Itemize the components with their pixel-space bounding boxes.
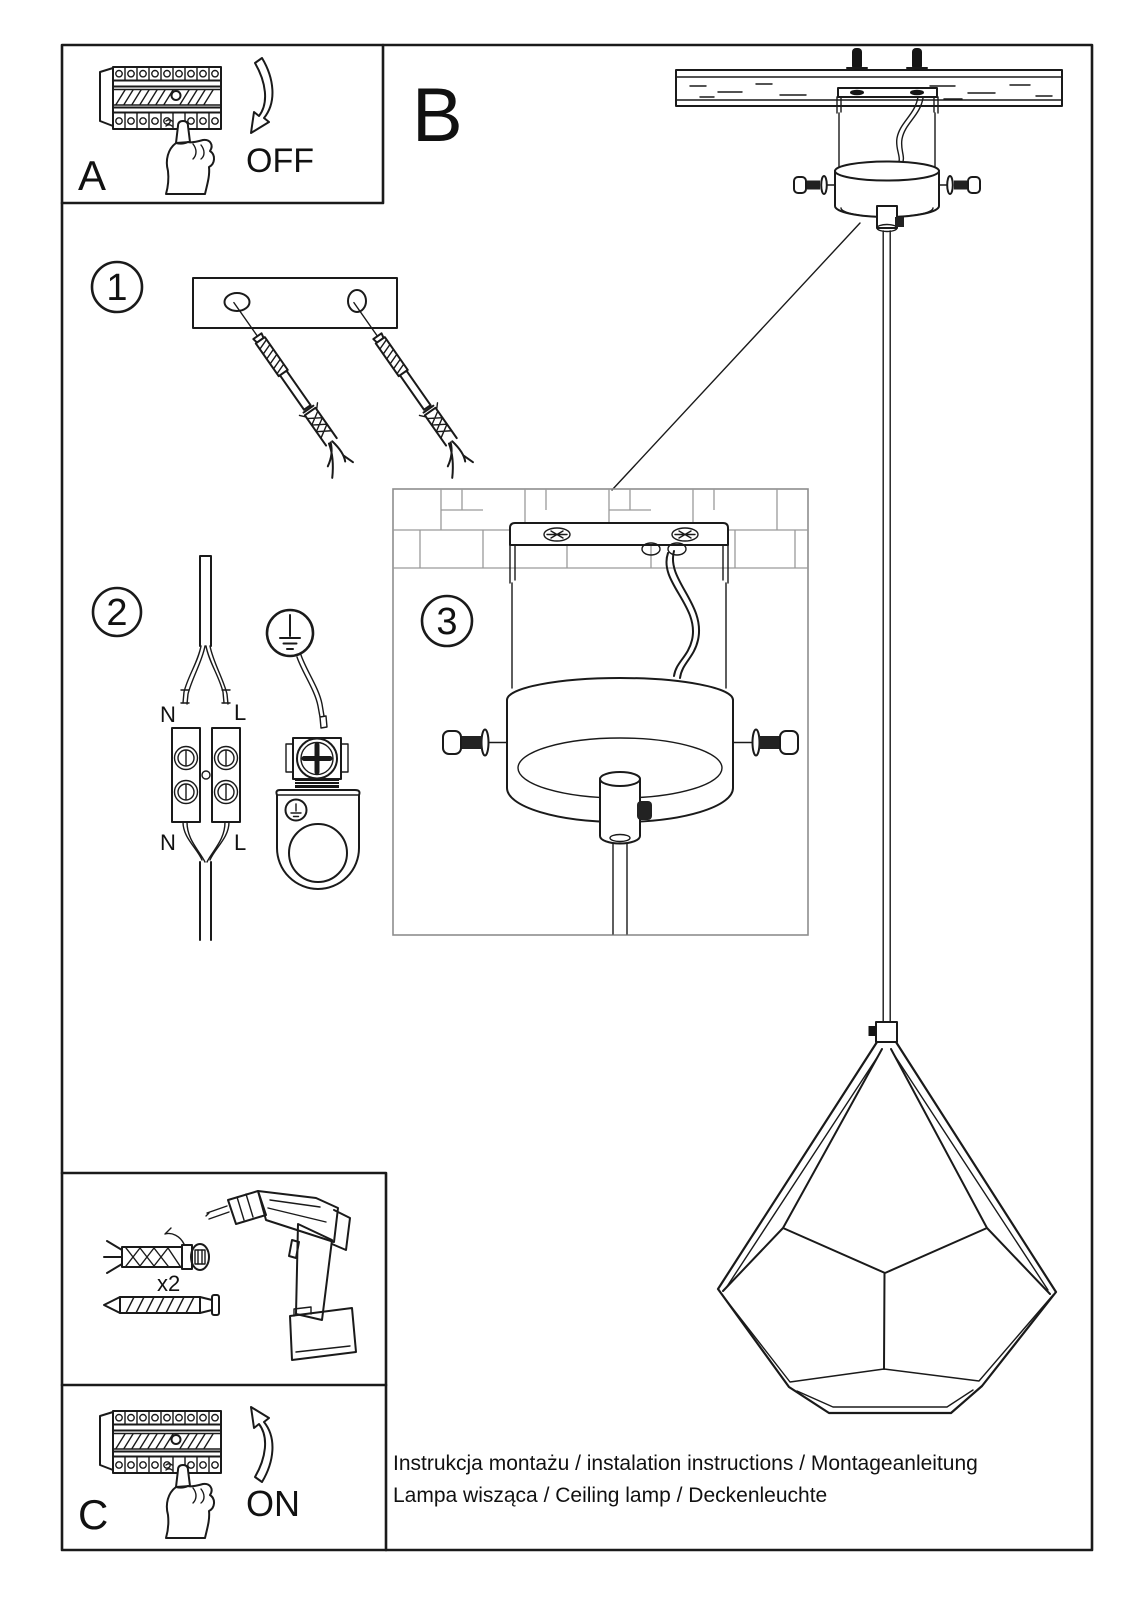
mount-bolt-icon xyxy=(852,48,862,70)
anchor-quantity-label: x2 xyxy=(157,1271,181,1296)
footer xyxy=(393,1452,978,1507)
ground-terminal xyxy=(286,738,348,788)
lamp-body-ground-point xyxy=(276,790,359,889)
off-label: OFF xyxy=(246,142,314,180)
bracket-detail xyxy=(510,523,728,688)
footer-line-1: Instrukcja montażu / instalation instructions / Montageanleitung xyxy=(393,1452,978,1475)
canopy xyxy=(835,162,939,181)
shade-connector xyxy=(876,1022,897,1042)
shade-outline xyxy=(718,1042,1056,1413)
on-arrow-icon xyxy=(251,1407,272,1482)
shade-rim-inner xyxy=(797,1390,973,1407)
off-arrow-icon xyxy=(251,58,272,133)
screw-anchor-icon xyxy=(338,296,478,478)
panel-c-breaker-on-figure xyxy=(78,1385,386,1550)
supply-cable xyxy=(200,556,211,646)
shade-facets xyxy=(723,1049,1050,1369)
supply-wire xyxy=(897,97,923,166)
step-1-number: 1 xyxy=(106,267,128,309)
panel-a-label: A xyxy=(78,152,107,199)
shade-rim-top xyxy=(720,1292,1053,1382)
earth-symbol-icon xyxy=(267,610,313,656)
tools-box-figure xyxy=(62,1173,386,1385)
wire-n-bottom-label: N xyxy=(160,830,176,855)
screw-anchor-icon xyxy=(218,296,358,478)
callout-line xyxy=(612,223,860,490)
panel-b-label: B xyxy=(412,73,463,158)
wire-l-top-label: L xyxy=(234,700,247,725)
step-3-figure xyxy=(393,489,808,935)
ground-wire xyxy=(297,655,324,717)
step-1-figure xyxy=(92,262,478,478)
on-label: ON xyxy=(246,1483,300,1524)
set-screw-icon xyxy=(869,1026,877,1036)
terminal-block xyxy=(172,728,200,822)
wire-n-top-label: N xyxy=(160,702,176,727)
panel-c-label: C xyxy=(78,1491,109,1538)
circuit-breaker-hand-icon xyxy=(100,67,221,194)
supply-wire-detail xyxy=(666,551,699,678)
canopy-detail xyxy=(443,678,798,934)
circuit-breaker-hand-icon xyxy=(100,1411,221,1538)
drill-icon xyxy=(206,1191,356,1360)
screw-icon xyxy=(104,1295,219,1315)
wire-l-bottom-label: L xyxy=(234,830,247,855)
terminal-screws xyxy=(175,747,238,804)
footer-line-2: Lampa wisząca / Ceiling lamp / Deckenleuchte xyxy=(393,1484,828,1507)
tools-box-border xyxy=(62,1173,386,1385)
mount-bolt-icon xyxy=(912,48,922,70)
step-2-number: 2 xyxy=(106,592,128,634)
step-2-figure xyxy=(93,556,360,940)
wall-plug-icon xyxy=(104,1228,209,1273)
panel-a-breaker-off-figure xyxy=(62,45,383,203)
step-3-number: 3 xyxy=(436,601,458,643)
suspension-rod xyxy=(883,231,890,1022)
pendant-lamp-figure xyxy=(718,1022,1056,1413)
